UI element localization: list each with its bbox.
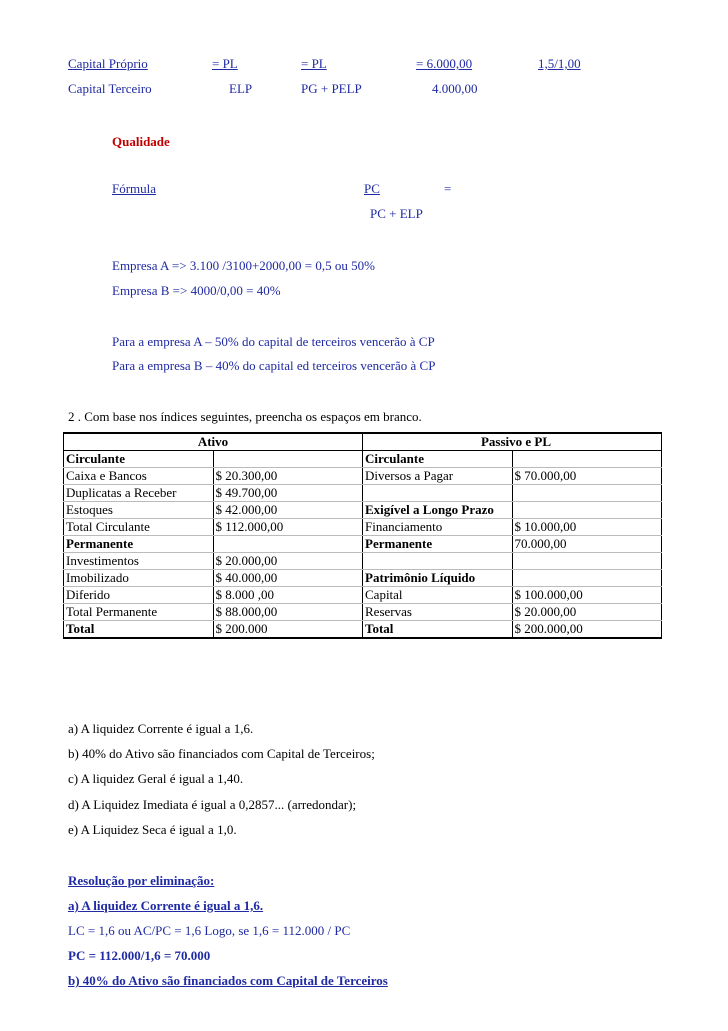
passivo-value bbox=[512, 570, 662, 587]
ativo-label: Diferido bbox=[64, 587, 214, 604]
passivo-label: Exigível a Longo Prazo bbox=[363, 502, 513, 519]
ratio-value-4000: 4.000,00 bbox=[432, 81, 478, 96]
empresa-b-line: Empresa B => 4000/0,00 = 40% bbox=[112, 283, 281, 298]
formula-equals: = bbox=[444, 181, 452, 196]
passivo-label: Financiamento bbox=[363, 519, 513, 536]
ratio-capital-proprio: Capital Próprio bbox=[68, 56, 148, 71]
ratio-capital-terceiro: Capital Terceiro bbox=[68, 81, 152, 96]
table-row bbox=[64, 519, 662, 536]
qualidade-title: Qualidade bbox=[112, 134, 170, 149]
ativo-label: Imobilizado bbox=[64, 570, 214, 587]
ativo-label: Investimentos bbox=[64, 553, 214, 570]
resolution-lc-line: LC = 1,6 ou AC/PC = 1,6 Logo, se 1,6 = 112.000 / PC bbox=[68, 923, 351, 938]
passivo-value: $ 70.000,00 bbox=[512, 468, 662, 485]
option-c: c) A liquidez Geral é igual a 1,40. bbox=[68, 771, 244, 786]
ratio-result: 1,5/1,00 bbox=[538, 56, 581, 71]
option-e: e) A Liquidez Seca é igual a 1,0. bbox=[68, 822, 237, 837]
empresa-a-line: Empresa A => 3.100 /3100+2000,00 = 0,5 ou 50% bbox=[112, 258, 375, 273]
formula-label: Fórmula bbox=[112, 181, 157, 196]
passivo-label: Permanente bbox=[363, 536, 513, 553]
ativo-label: Estoques bbox=[64, 502, 214, 519]
passivo-value bbox=[512, 502, 662, 519]
table-row bbox=[64, 502, 662, 519]
passivo-value bbox=[512, 485, 662, 502]
ratio-elp: ELP bbox=[229, 81, 253, 96]
table-row bbox=[64, 451, 662, 468]
table-row bbox=[64, 570, 662, 587]
ativo-label: Circulante bbox=[64, 451, 214, 468]
passivo-value: $ 20.000,00 bbox=[512, 604, 662, 621]
passivo-label bbox=[363, 485, 513, 502]
passivo-value: 70.000,00 bbox=[512, 536, 662, 553]
passivo-label: Total bbox=[363, 621, 513, 639]
table-row bbox=[64, 604, 662, 621]
question-2: 2 . Com base nos índices seguintes, preencha os espaços em branco. bbox=[68, 409, 422, 424]
ativo-label: Permanente bbox=[64, 536, 214, 553]
header-passivo-pl: Passivo e PL bbox=[363, 433, 662, 451]
passivo-value: $ 200.000,00 bbox=[512, 621, 662, 639]
ativo-value bbox=[213, 451, 363, 468]
passivo-label: Capital bbox=[363, 587, 513, 604]
passivo-label: Reservas bbox=[363, 604, 513, 621]
passivo-value: $ 100.000,00 bbox=[512, 587, 662, 604]
table-row bbox=[64, 468, 662, 485]
balance-sheet-table bbox=[63, 432, 662, 639]
table-row bbox=[64, 553, 662, 570]
resolution-title: Resolução por eliminação: bbox=[68, 873, 215, 888]
passivo-label: Patrimônio Líquido bbox=[363, 570, 513, 587]
option-a: a) A liquidez Corrente é igual a 1,6. bbox=[68, 721, 254, 736]
ativo-value: $ 42.000,00 bbox=[213, 502, 363, 519]
passivo-value: $ 10.000,00 bbox=[512, 519, 662, 536]
ratio-pg-pelp: PG + PELP bbox=[301, 81, 362, 96]
formula-numerator: PC bbox=[364, 181, 380, 196]
option-d: d) A Liquidez Imediata é igual a 0,2857... (arredondar); bbox=[68, 797, 357, 812]
ativo-value: $ 200.000 bbox=[213, 621, 363, 639]
ativo-label: Total Circulante bbox=[64, 519, 214, 536]
ativo-value: $ 20.300,00 bbox=[213, 468, 363, 485]
ativo-label: Caixa e Bancos bbox=[64, 468, 214, 485]
ativo-value: $ 88.000,00 bbox=[213, 604, 363, 621]
para-empresa-a: Para a empresa A – 50% do capital de terceiros vencerão à CP bbox=[112, 334, 435, 349]
table-header-row bbox=[64, 433, 662, 451]
passivo-label bbox=[363, 553, 513, 570]
table-row bbox=[64, 621, 662, 639]
resolution-b-title: b) 40% do Ativo são financiados com Capital de Terceiros bbox=[68, 973, 388, 988]
header-ativo: Ativo bbox=[64, 433, 363, 451]
ativo-label: Total Permanente bbox=[64, 604, 214, 621]
ativo-value: $ 40.000,00 bbox=[213, 570, 363, 587]
table-row bbox=[64, 485, 662, 502]
ativo-value bbox=[213, 536, 363, 553]
passivo-value bbox=[512, 451, 662, 468]
ativo-value: $ 8.000 ,00 bbox=[213, 587, 363, 604]
ativo-label: Total bbox=[64, 621, 214, 639]
table-row bbox=[64, 587, 662, 604]
resolution-a-title: a) A liquidez Corrente é igual a 1,6. bbox=[68, 898, 264, 913]
passivo-value bbox=[512, 553, 662, 570]
ratio-value-6000: = 6.000,00 bbox=[416, 56, 473, 71]
para-empresa-b: Para a empresa B – 40% do capital ed terceiros vencerão à CP bbox=[112, 358, 436, 373]
option-b: b) 40% do Ativo são financiados com Capital de Terceiros; bbox=[68, 746, 375, 761]
ativo-value: $ 20.000,00 bbox=[213, 553, 363, 570]
passivo-label: Circulante bbox=[363, 451, 513, 468]
formula-denominator: PC + ELP bbox=[370, 206, 423, 221]
table-row bbox=[64, 536, 662, 553]
ativo-label: Duplicatas a Receber bbox=[64, 485, 214, 502]
passivo-label: Diversos a Pagar bbox=[363, 468, 513, 485]
ratio-pl-2: = PL bbox=[301, 56, 327, 71]
ativo-value: $ 49.700,00 bbox=[213, 485, 363, 502]
ativo-value: $ 112.000,00 bbox=[213, 519, 363, 536]
resolution-pc-line: PC = 112.000/1,6 = 70.000 bbox=[68, 948, 211, 963]
ratio-pl-1: = PL bbox=[212, 56, 238, 71]
